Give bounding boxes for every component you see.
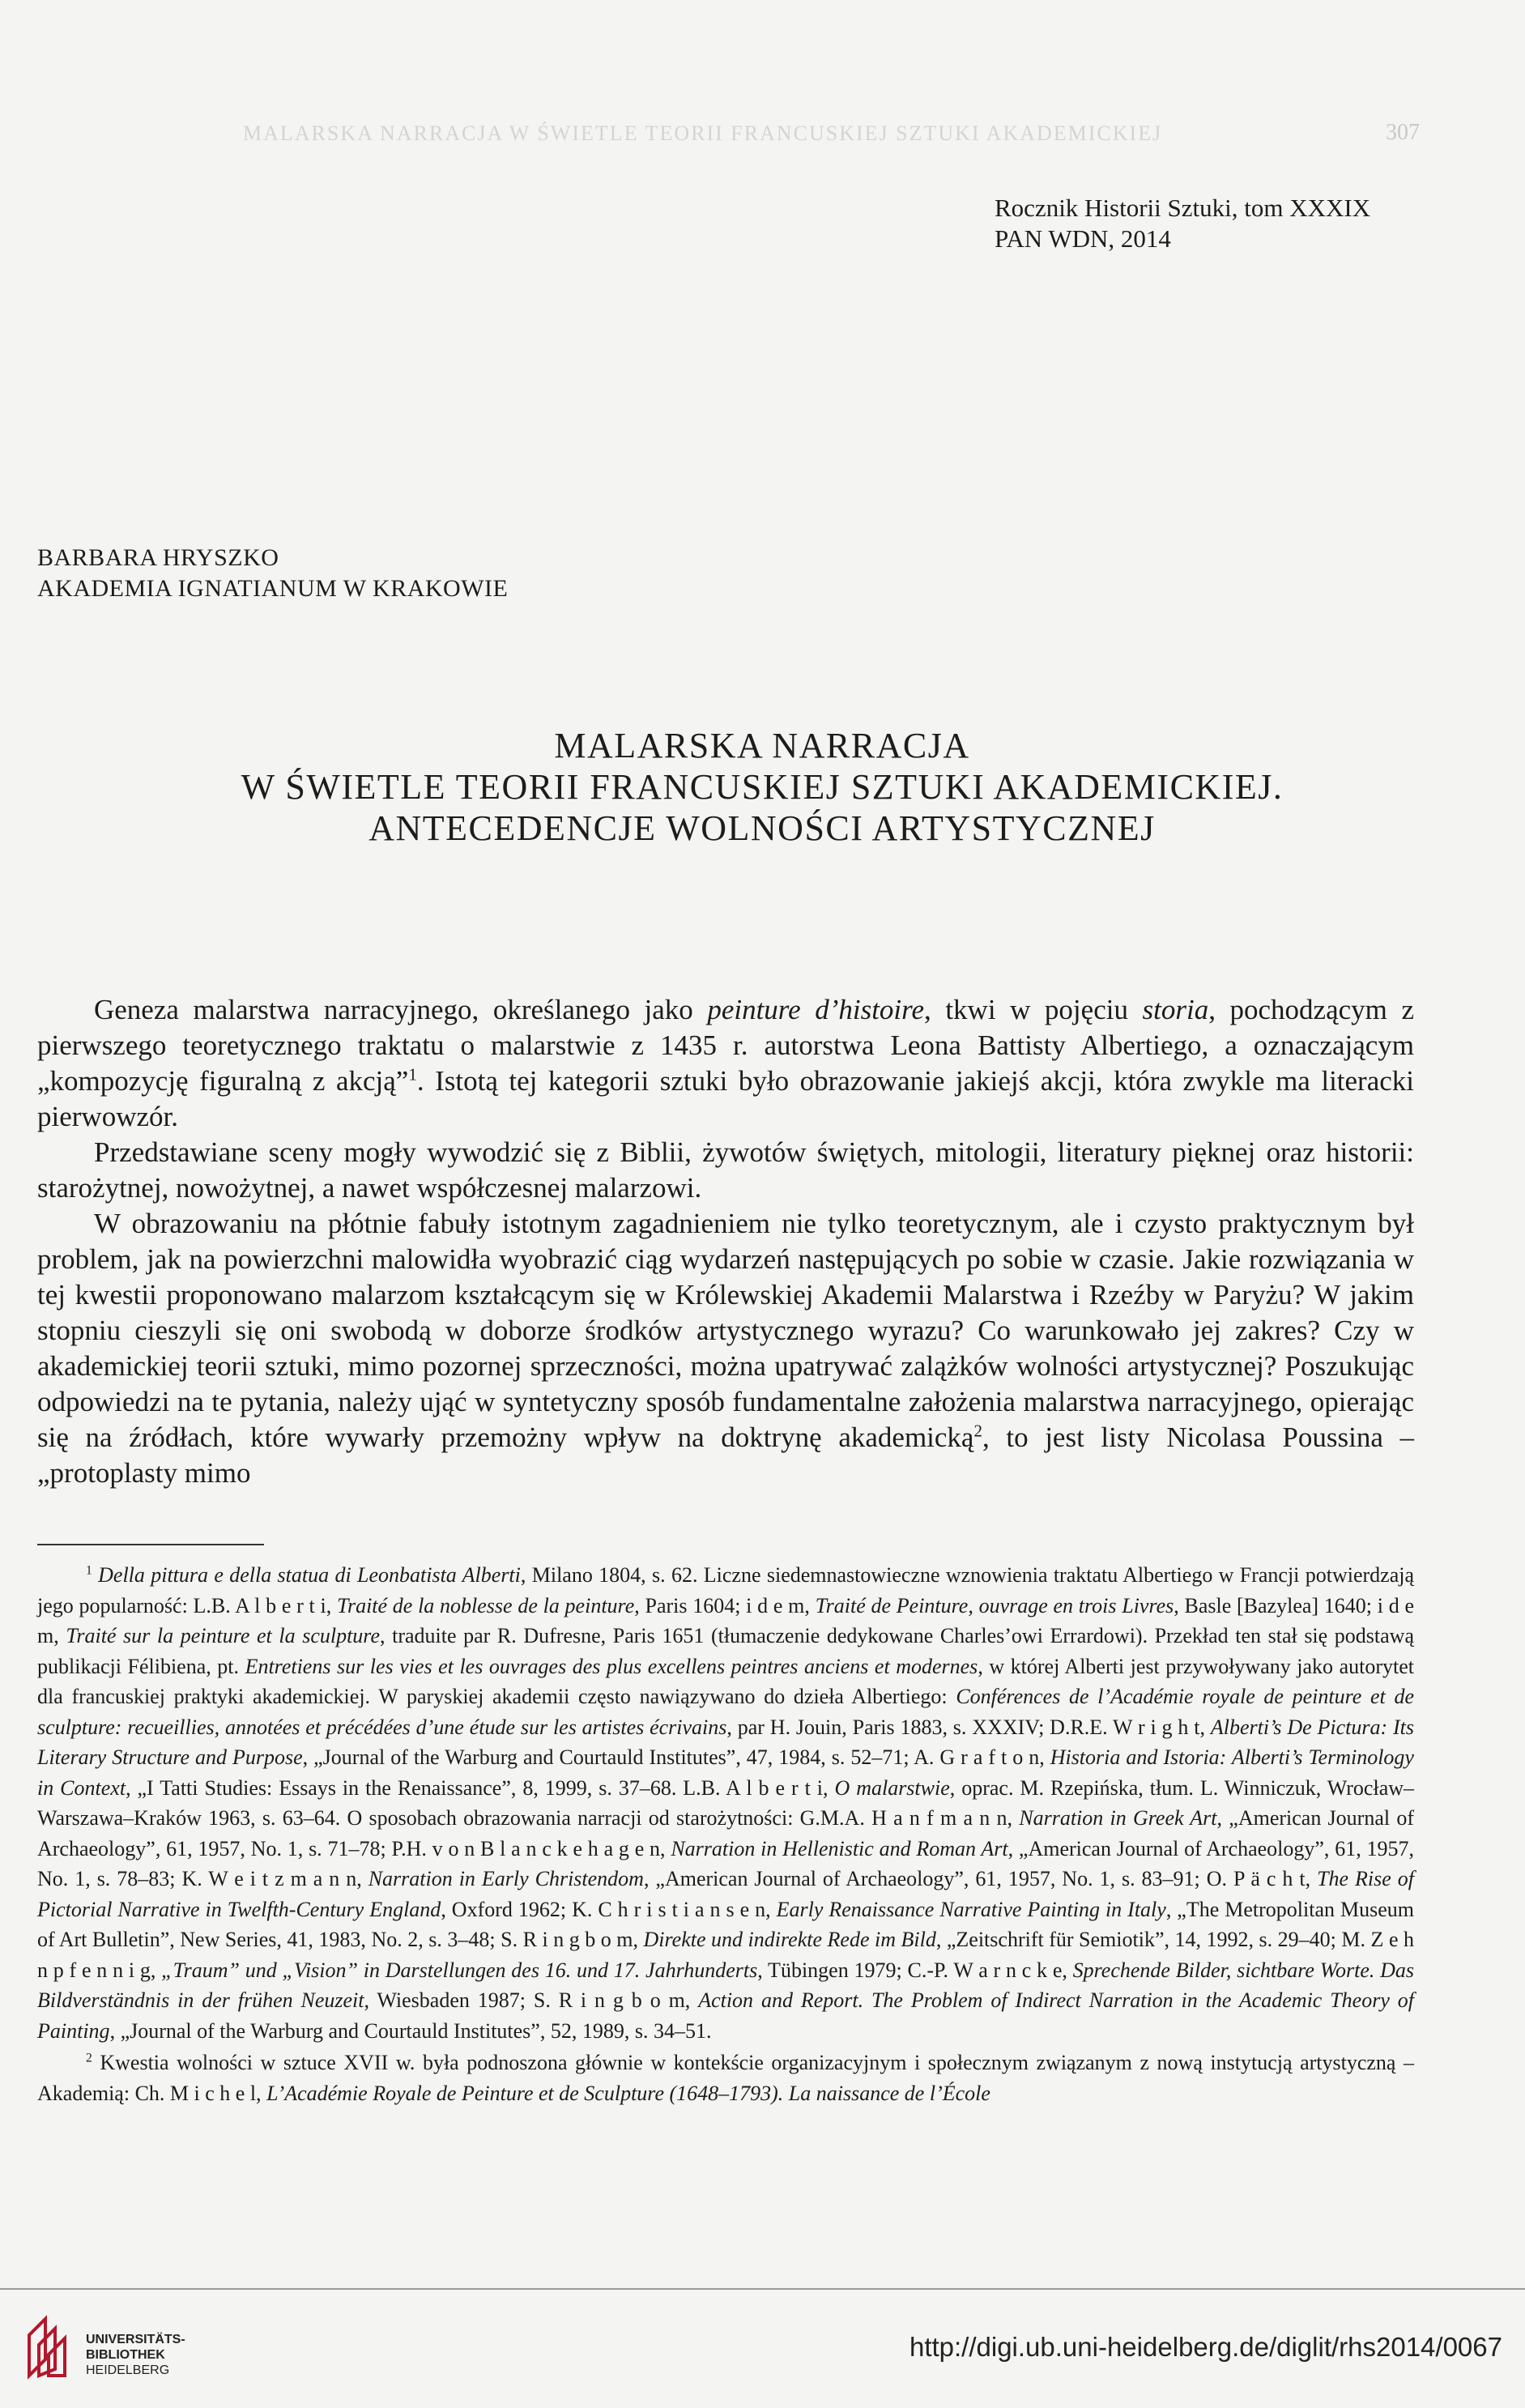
italic-title: Alberti’s De Pictura: Its Literary Structure and Purpose	[37, 1715, 1414, 1769]
footnotes	[37, 1560, 1414, 2108]
italic-title: Conférences de l’Académie royale de peinture et de sculpture: recueillies, annotées et précédées d’une étude sur les artistes écrivains	[37, 1685, 1414, 1739]
italic-title: Sprechende Bilder, sichtbare Worte. Das Bildverständnis in der frühen Neuzeit	[37, 1958, 1415, 2012]
paragraph-2: Przedstawiane sceny mogły wywodzić się z Biblii, żywotów świętych, mitologii, literatury pięknej oraz historii: starożytnej, nowożytnej, a nawet współczesnej malarzowi.	[37, 1136, 1414, 1204]
paragraph-1	[37, 992, 1414, 1135]
text-run: , Paris 1604; i d e m,	[634, 1593, 816, 1617]
text-run: , Basle [Bazylea] 1640; i d e m,	[37, 1593, 1414, 1647]
logo-line-3: HEIDELBERG	[86, 2363, 170, 2377]
journal-title: Rocznik Historii Sztuki, tom XXXIX	[995, 194, 1371, 222]
text-run: , Oxford 1962; K. C h r i s t i a n s e n,	[441, 1897, 777, 1921]
text-run: Geneza malarstwa narracyjnego, określanego jako	[94, 994, 708, 1025]
text-run: , „American Journal of Archaeology”, 61, 1957, No. 1, s. 78–83; K. W e i t z m a n n,	[37, 1836, 1415, 1890]
text-run: Kwestia wolności w sztuce XVII w. była podnoszona głównie w kontekście organizacyjnym i społecznym związanym z nową instytucją artystyczną – Akademią: Ch. M i c h e l,	[37, 2051, 1415, 2105]
author-block	[37, 543, 508, 604]
journal-info	[995, 193, 1370, 254]
italic-title: Narration in Early Christendom	[368, 1867, 644, 1890]
library-logo-text	[86, 2332, 185, 2378]
text-run: , tkwi w pojęciu	[924, 994, 1143, 1025]
italic-title: Della pittura e della statua di Leonbatista Alberti	[98, 1563, 521, 1587]
logo-line-1: UNIVERSITÄTS-	[86, 2333, 185, 2346]
italic-title: Narration in Greek Art	[1019, 1806, 1217, 1830]
footnote-separator	[37, 1544, 264, 1545]
logo-line-2: BIBLIOTHEK	[86, 2348, 165, 2362]
text-run: , „I Tatti Studies: Essays in the Renaissance”, 8, 1999, s. 37–68. L.B. A l b e r t i,	[126, 1775, 835, 1800]
text-run: , par H. Jouin, Paris 1883, s. XXXIV; D.R.E. W r i g h t,	[726, 1715, 1211, 1739]
italic-title: Direkte und indirekte Rede im Bild	[643, 1928, 936, 1951]
library-logo-icon	[21, 2311, 71, 2380]
text-run: , „Zeitschrift für Semiotik”, 14, 1992, s. 29–40; M. Z e h n p f e n n i g,	[37, 1928, 1415, 1982]
text-run: , Tübingen 1979; C.-P. W a r n c k e,	[757, 1958, 1073, 1982]
text-run: , traduite par R. Dufresne, Paris 1651 (tłumaczenie dedykowane Charles’owi Errardowi). Przekład ten stał się podstawą publikacji Félibiena, pt.	[37, 1624, 1414, 1678]
italic-term: storia	[1142, 994, 1209, 1025]
text-run: W obrazowaniu na płótnie fabuły istotnym zagadnieniem nie tylko teoretycznym, ale i czysto praktycznym był problem, jak na powierzchni malowidła wyobrazić ciąg wydarzeń następujących po sobie w czasie. Jakie rozwiązania w tej kwestii proponowano malarzom kształcącym się w Królewskiej Akademii Malarstwa i Rzeźby w Paryżu? W jakim stopniu cieszyli się oni swobodą w doborze środków artystycznego wyrazu? Co warunkowało jej zakres? Czy w akademickiej teorii sztuki, mimo pozornej sprzeczności, można upatrywać zalążków wolności artystycznej? Poszukując odpowiedzi na te pytania, należy ująć w syntetyczny sposób fundamentalne założenia malarstwa narracyjnego, opierając się na źródłach, które wywarły przemożny wpływ na doktrynę akademicką	[37, 1208, 1414, 1453]
footnote-2	[37, 2048, 1414, 2108]
italic-title: Entretiens sur les vies et les ouvrages des plus excellens peintres anciens et modernes	[245, 1654, 978, 1678]
italic-title: L’Académie Royale de Peinture et de Sculpture (1648–1793). La naissance de l’École	[266, 2081, 990, 2105]
footnote-ref-2[interactable]: 2	[973, 1421, 982, 1441]
text-run: , oprac. M. Rzepińska, tłum. L. Winniczuk, Wrocław–Warszawa–Kraków 1963, s. 63–64. O sposobach obrazowania narracji od starożytności: G.M.A. H a n f m a n n,	[37, 1775, 1415, 1830]
text-run: , „Journal of the Warburg and Courtauld Institutes”, 47, 1984, s. 52–71; A. G r a f t o n,	[302, 1745, 1050, 1769]
italic-title: O malarstwie	[834, 1775, 950, 1800]
italic-title: Traité de Peinture, ouvrage en trois Livres	[815, 1593, 1174, 1617]
text-run: , pochodzącym z pierwszego teoretycznego traktatu o malarstwie z 1435 r. autorstwa Leona Battisty Albertiego, a oznaczającym „kompozycję figuralną z akcją”	[37, 994, 1414, 1097]
italic-title: Traité de la noblesse de la peinture	[336, 1593, 635, 1617]
author-name: BARBARA HRYSZKO	[37, 544, 279, 571]
viewer-footer	[0, 2288, 1525, 2408]
text-run: . Istotą tej kategorii sztuki było obrazowanie jakiejś akcji, która zwykle ma literacki pierwowzór.	[37, 1065, 1414, 1132]
permalink-url[interactable]: http://digi.ub.uni-heidelberg.de/diglit/rhs2014/0067	[909, 2332, 1502, 2362]
journal-publisher: PAN WDN, 2014	[995, 224, 1171, 253]
text-run: , w której Alberti jest przywoływany jako autorytet dla francuskiej praktyki akademickiej. W paryskiej akademii często nawiązywano do dzieła Albertiego:	[37, 1654, 1414, 1708]
text-run: , „American Journal of Archaeology”, 61, 1957, No. 1, s. 83–91; O. P ä c h t,	[643, 1867, 1318, 1890]
text-run: , „Journal of the Warburg and Courtauld Institutes”, 52, 1989, s. 34–51.	[109, 2018, 712, 2043]
running-page-number-bleed: 307	[1386, 120, 1420, 145]
footnote-1	[37, 1560, 1414, 2046]
footnote-number: 2	[86, 2051, 92, 2065]
italic-title: The Rise of Pictorial Narrative in Twelfth-Century England	[37, 1867, 1414, 1921]
text-run: , „American Journal of Archaeology”, 61, 1957, No. 1, s. 71–78; P.H. v o n B l a n c k e h a g e n,	[37, 1806, 1414, 1860]
italic-term: peinture d’histoire	[707, 994, 925, 1025]
text-run: , to jest listy Nicolasa Poussina – „protoplasty mimo	[37, 1421, 1414, 1489]
article-body	[37, 992, 1414, 1491]
paragraph-3	[37, 1206, 1414, 1491]
italic-title: Historia and Istoria: Alberti’s Terminology in Context	[37, 1745, 1414, 1800]
running-header-bleed: MALARSKA NARRACJA W ŚWIETLE TEORII FRANCUSKIEJ SZTUKI AKADEMICKIEJ	[243, 121, 1163, 145]
italic-title: Action and Report. The Problem of Indirect Narration in the Academic Theory of Painting	[37, 1988, 1414, 2043]
title-line-1: MALARSKA NARRACJA	[554, 726, 970, 765]
footnote-number: 1	[86, 1563, 92, 1578]
title-line-3: ANTECEDENCJE WOLNOŚCI ARTYSTYCZNEJ	[368, 808, 1156, 848]
italic-title: Narration in Hellenistic and Roman Art	[671, 1836, 1008, 1860]
title-line-2: W ŚWIETLE TEORII FRANCUSKIEJ SZTUKI AKADEMICKIEJ.	[241, 767, 1284, 807]
text-run: , Milano 1804, s. 62. Liczne siedemnastowieczne wznowienia traktatu Albertiego w Francji potwierdzają jego popularność: L.B. A l b e r t i,	[37, 1563, 1415, 1617]
footnote-ref-1[interactable]: 1	[408, 1064, 417, 1085]
text-run: , „The Metropolitan Museum of Art Bulletin”, New Series, 41, 1983, No. 2, s. 3–48; S. R i n g b o m,	[37, 1897, 1414, 1951]
text-run: , Wiesbaden 1987; S. R i n g b o m,	[364, 1988, 699, 2012]
italic-title: Traité sur la peinture et la sculpture	[66, 1624, 381, 1647]
italic-title: „Traum” und „Vision” in Darstellungen des 16. und 17. Jahrhunderts	[161, 1958, 758, 1982]
italic-title: Early Renaissance Narrative Painting in Italy	[776, 1897, 1166, 1921]
author-affiliation: AKADEMIA IGNATIANUM W KRAKOWIE	[37, 575, 509, 602]
article-title	[37, 725, 1487, 849]
